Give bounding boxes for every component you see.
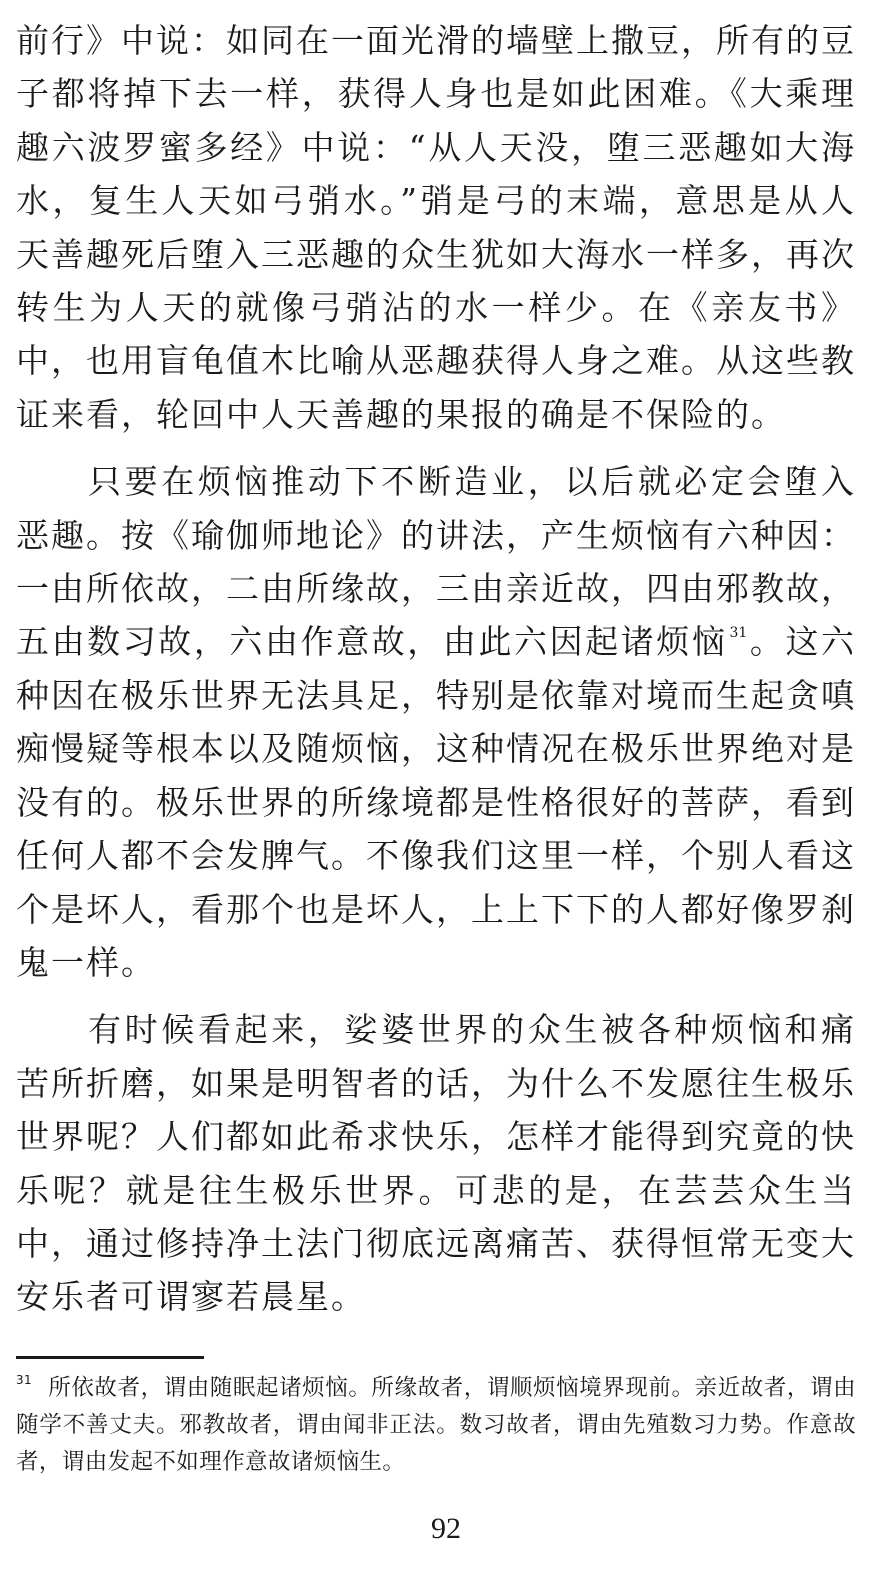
paragraph-2: [16, 455, 856, 989]
paragraph-2-text-a: 只要在烦恼推动下不断造业，以后就必定会堕入恶趣。按《瑜伽师地论》的讲法，产生烦恼有六种因：一由所依故，二由所缘故，三由亲近故，四由邪教故，五由数习故，六由作意故，由此六因起诸烦恼: [16, 462, 856, 662]
footnote-reference[interactable]: 31: [729, 625, 748, 642]
paragraph-2-text-b: 。这六种因在极乐世界无法具足，特别是依靠对境而生起贪嗔痴慢疑等根本以及随烦恼，这种情况在极乐世界绝对是没有的。极乐世界的所缘境都是性格很好的菩萨，看到任何人都不会发脾气。不像我们这里一样，个别人看这个是坏人，看那个也是坏人，上上下下的人都好像罗刹鬼一样。: [16, 622, 857, 982]
footnote-text: 所依故者，谓由随眠起诸烦恼。所缘故者，谓顺烦恼境界现前。亲近故者，谓由随学不善丈夫。邪教故者，谓由闻非正法。数习故者，谓由先殖数习力势。作意故者，谓由发起不如理作意故诸烦恼生。: [16, 1375, 856, 1475]
footnote-number: 31: [16, 1373, 33, 1387]
paragraph-1: 前行》中说：如同在一面光滑的墙壁上撒豆，所有的豆子都将掉下去一样，获得人身也是如此困难。《大乘理趣六波罗蜜多经》中说：“从人天没，堕三恶趣如大海水，复生人天如弓弰水。”弰是弓的末端，意思是从人天善趣死后堕入三恶趣的众生犹如大海水一样多，再次转生为人天的就像弓弰沾的水一样少。在《亲友书》中，也用盲龟值木比喻从恶趣获得人身之难。从这些教证来看，轮回中人天善趣的果报的确是不保险的。: [16, 21, 856, 434]
paragraph-3: 有时候看起来，娑婆世界的众生被各种烦恼和痛苦所折磨，如果是明智者的话，为什么不发愿往生极乐世界呢？人们都如此希求快乐，怎样才能得到究竟的快乐呢？就是往生极乐世界。可悲的是，在芸芸众生当中，通过修持净土法门彻底远离痛苦、获得恒常无变大安乐者可谓寥若晨星。: [16, 1010, 856, 1317]
main-text: [16, 14, 856, 1338]
footnote: [16, 1370, 856, 1481]
footnote-divider: [16, 1356, 204, 1359]
page-number: 92: [431, 1512, 461, 1545]
